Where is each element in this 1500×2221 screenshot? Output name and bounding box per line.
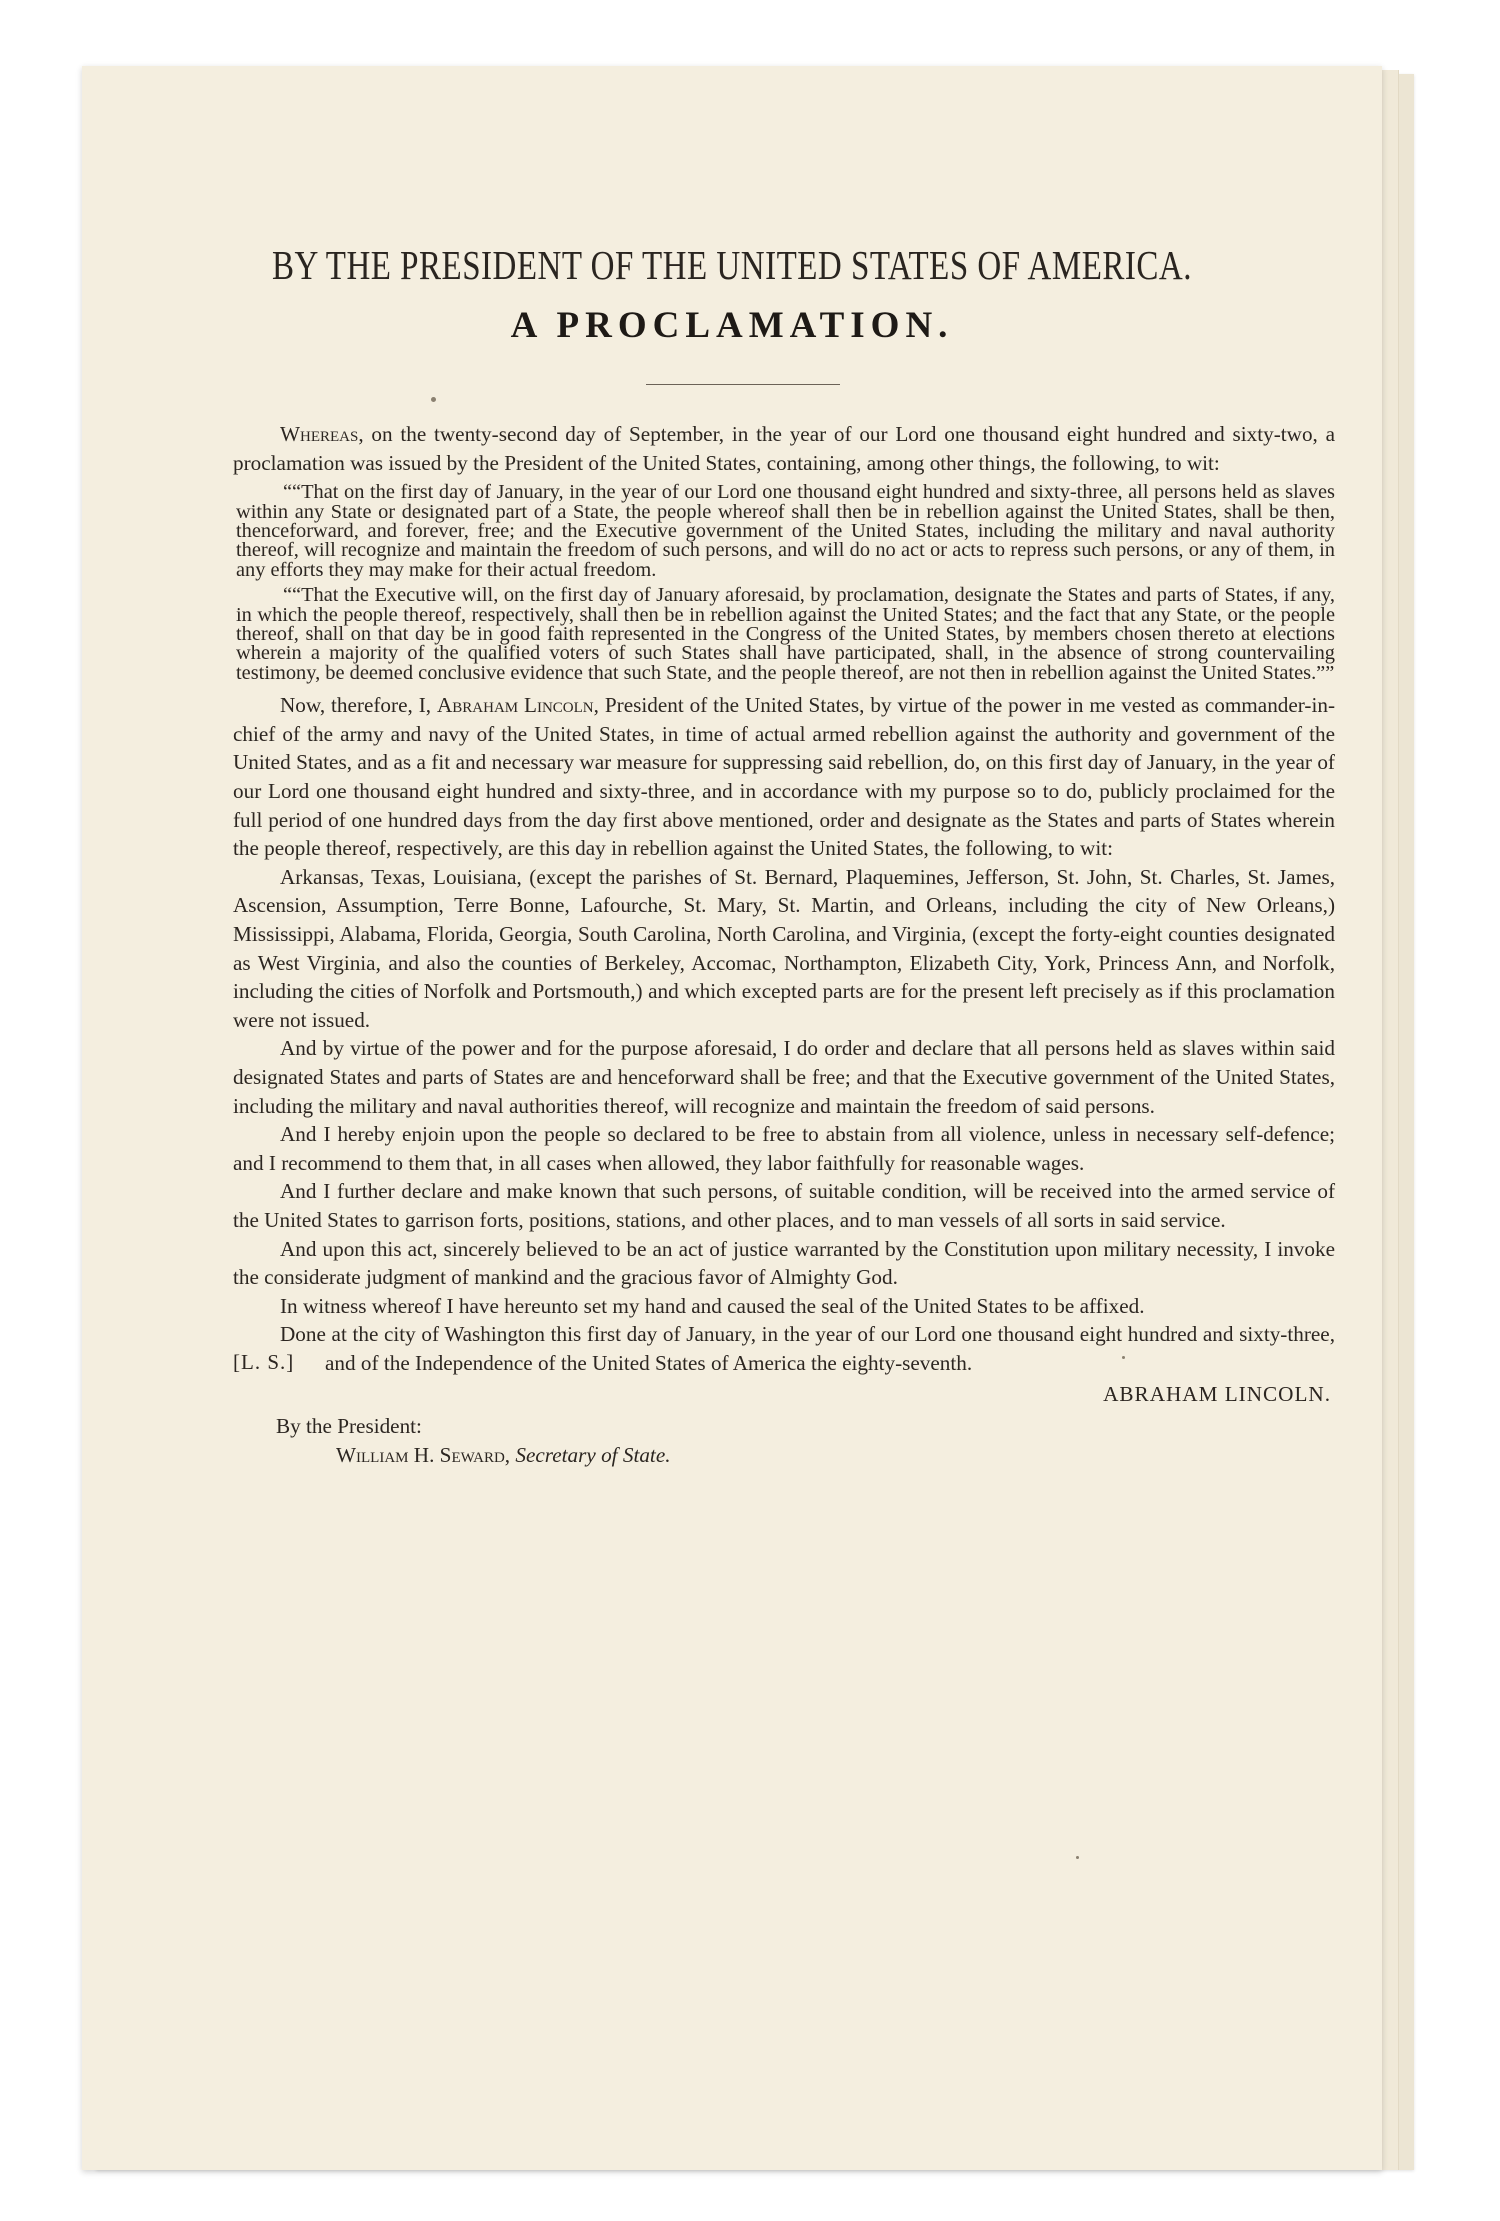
seward-title: Secretary of State. [515,1442,671,1467]
now-text-after: , President of the United States, by virtue of the power in me vested as commander-in-chief of the army and navy of the United States, in time of actual armed rebellion against the authority and government of the United States, and as a fit and necessary war measure for suppressing said rebellion, do, on this first day of January, in the year of our Lord one thousand eight hundred and sixty-three, and in accordance with my purpose so to do, publicly proclaimed for the full period of one hundred days from the day first above mentioned, order and designate as the States and parts of States wherein the people thereof, respectively, are this day in rebellion against the United States, the following, to wit: [233,693,1336,861]
paragraph-act-of-justice: And upon this act, sincerely believed to be an act of justice warranted by the Constitution upon military necessity, I invoke the considerate judgment of mankind and the gracious favor of Almighty God. [233,1236,1335,1290]
paragraph-by-virtue: And by virtue of the power and for the purpose aforesaid, I do order and declare that all persons held as slaves within said designated States and parts of States are and henceforward shall be free; and that the Executive government of the United States, including the military and naval authorities thereof, will recognize and maintain the freedom of said persons. [233,1036,1335,1118]
paragraph-further-declare: And I further declare and make known that such persons, of suitable condition, will be received into the armed service of the United States to garrison forts, positions, stations, and other places, and to man vessels of all sorts in said service. [233,1179,1335,1232]
heading-by-the-president: BY THE PRESIDENT OF THE UNITED STATES OF AMERICA. [272,244,1192,289]
proclamation-body [233,420,1335,1469]
now-text-before: Now, therefore, I, [280,693,437,718]
whereas-lead: Whereas [280,422,359,446]
paragraph-states: Arkansas, Texas, Louisiana, (except the parishes of St. Bernard, Plaquemines, Jefferson, St. John, St. Charles, St. James, Ascension, Assumption, Terre Bonne, Lafourche, St. Mary, St. Martin, and Orleans, including the city of New Orleans,) Mississippi, Alabama, Florida, Georgia, South Carolina, North Carolina, and Virginia, (except the forty-eight counties designated as West Virginia, and also the counties of Berkeley, Accomac, Northampton, Elizabeth City, York, Princess Ann, and Norfolk, including the cities of Norfolk and Portsmouth,) and which excepted parts are for the present left precisely as if this proclamation were not issued. [233,864,1335,1032]
paragraph-enjoin: And I hereby enjoin upon the people so declared to be free to abstain from all violence, unless in necessary self-defence; and I recommend to them that, in all cases when allowed, they labor faithfully for reasonable wages. [233,1122,1335,1175]
decorative-rule [646,384,840,385]
seward-name: William H. Seward [336,1442,505,1467]
done-at-washington-block [233,1320,1335,1377]
paragraph-whereas [233,420,1335,477]
signature-line [233,1380,1335,1409]
ink-speck [1076,1856,1079,1859]
document-title: A PROCLAMATION. [510,305,954,346]
signature-lincoln: ABRAHAM LINCOLN. [1103,1381,1331,1406]
quoted-paragraph-1: ““That on the first day of January, in the year of our Lord one thousand eight hundred and sixty-three, all persons held as slaves within any State or designated part of a State, the people whereof shall then be in rebellion against the United States, shall be then, thenceforward, and forever, free; and the Executive government of the United States, including the military and naval authority thereof, will recognize and maintain the freedom of such persons, and will do no act or acts to repress such persons, or any of them, in any efforts they may make for their actual freedom. [236,481,1335,581]
ink-speck [431,397,436,402]
paragraph-in-witness: In witness whereof I have hereunto set my hand and caused the seal of the United States to be affixed. [280,1293,1145,1318]
seal-mark: [L. S.] [233,1350,295,1375]
paragraph-done-at: Done at the city of Washington this first day of January, in the year of our Lord one thousand eight hundred and sixty-three, and of the Independence of the United States of America the eighty-seventh. [280,1322,1335,1375]
by-the-president: By the President: [276,1414,422,1439]
lincoln-name: Abraham Lincoln [436,693,594,718]
quoted-paragraph-2: ““That the Executive will, on the first day of January aforesaid, by proclamation, designate the States and parts of States, if any, in which the people thereof, respectively, shall then be in rebellion against the United States; and the fact that any State, or the people thereof, shall on that day be in good faith represented in the Congress of the United States, by members chosen thereto at elections wherein a majority of the qualified voters of such States shall have participated, shall, in the absence of strong countervailing testimony, be deemed conclusive evidence that such State, and the people thereof, are not then in rebellion against the United States.”” [236,584,1335,684]
whereas-text: , on the twenty-second day of September, in the year of our Lord one thousand eight hundred and sixty-two, a proclamation was issued by the President of the United States, containing, among other things, the following, to wit: [233,422,1335,475]
proclamation-sheet [82,66,1382,2170]
paragraph-now-therefore [233,691,1335,863]
countersignature: William H. Seward, Secretary of State. [336,1442,671,1467]
